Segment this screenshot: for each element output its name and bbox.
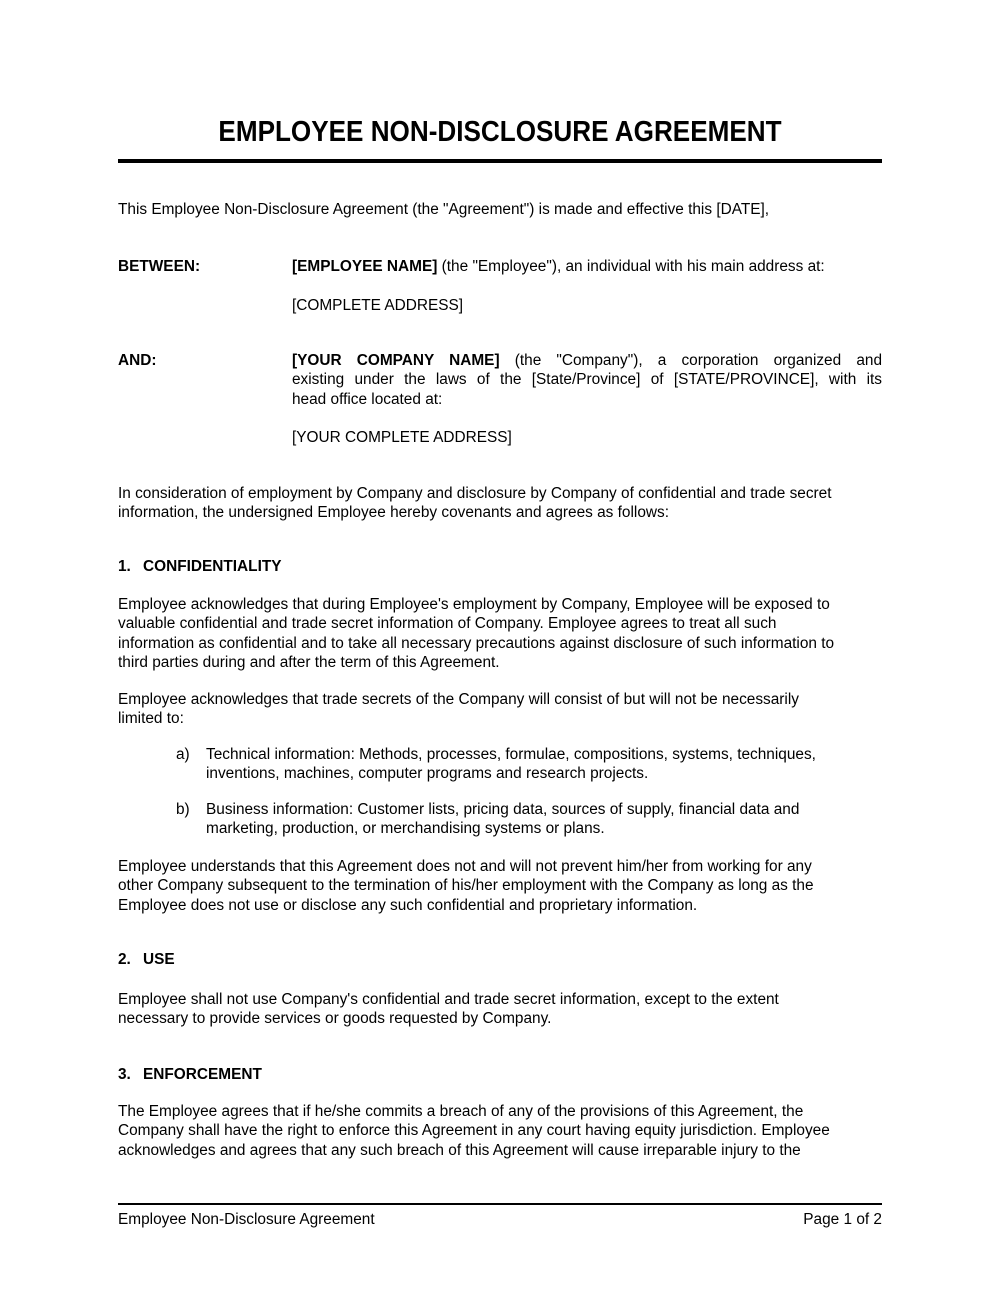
text-line: Business information: Customer lists, pricing data, sources of supply, financial data and	[206, 801, 800, 818]
text-line: inventions, machines, computer programs and research projects.	[206, 765, 649, 783]
and-party-rest: (the "Company"), a corporation organized and	[514, 352, 883, 369]
and-line-2: existing under the laws of the [State/Province] of [STATE/PROVINCE], with its	[292, 371, 882, 389]
between-clause	[118, 257, 882, 315]
footer	[118, 1210, 882, 1229]
text-line: limited to:	[118, 710, 184, 728]
section-heading-use	[118, 950, 882, 969]
list-item-b	[118, 800, 882, 839]
between-content	[292, 257, 882, 315]
section-heading-confidentiality	[118, 557, 882, 576]
employee-name-placeholder: [EMPLOYEE NAME]	[292, 258, 438, 275]
intro-paragraph: This Employee Non-Disclosure Agreement (the "Agreement") is made and effective this [DATE],	[118, 201, 770, 218]
text-line: Technical information: Methods, processes, formulae, compositions, systems, techniques,	[206, 746, 816, 763]
text-line: information as confidential and to take all necessary precautions against disclosure of such information to	[118, 634, 835, 652]
text-line: necessary to provide services or goods requested by Company.	[118, 1010, 552, 1028]
footer-page-number: Page 1 of 2	[803, 1211, 882, 1228]
text-line: In consideration of employment by Company and disclosure by Company of confidential and trade secret	[118, 485, 832, 502]
text-line: information, the undersigned Employee hereby covenants and agrees as follows:	[118, 504, 669, 522]
section-title: USE	[143, 951, 175, 968]
text-line: third parties during and after the term of this Agreement.	[118, 653, 500, 671]
text-line: marketing, production, or merchandising systems or plans.	[206, 820, 605, 838]
employee-address-placeholder: [COMPLETE ADDRESS]	[292, 296, 464, 314]
footer-doc-title: Employee Non-Disclosure Agreement	[118, 1211, 375, 1228]
company-name-placeholder: [YOUR COMPANY NAME]	[292, 352, 500, 369]
company-address-placeholder: [YOUR COMPLETE ADDRESS]	[292, 429, 512, 447]
and-clause	[118, 351, 882, 447]
text-line: Employee shall not use Company's confidential and trade secret information, except to the extent	[118, 991, 779, 1008]
list-item-b-text	[206, 800, 882, 839]
confidentiality-paragraph-3	[118, 857, 882, 915]
text-line: Employee acknowledges that trade secrets of the Company will consist of but will not be necessarily	[118, 691, 799, 708]
between-party-rest: (the "Employee"), an individual with his main address at:	[441, 258, 825, 275]
and-party-line	[292, 351, 882, 370]
confidentiality-paragraph-2	[118, 690, 882, 729]
section-title: ENFORCEMENT	[143, 1066, 262, 1083]
section-title: CONFIDENTIALITY	[143, 558, 282, 575]
title-rule	[118, 159, 882, 163]
and-label: AND:	[118, 352, 157, 369]
enforcement-paragraph-1	[118, 1102, 882, 1160]
section-heading-enforcement	[118, 1065, 882, 1084]
text-line: Employee does not use or disclose any such confidential and proprietary information.	[118, 896, 698, 914]
and-line-3: head office located at:	[292, 390, 443, 408]
between-label: BETWEEN:	[118, 258, 201, 275]
text-line: Employee acknowledges that during Employee's employment by Company, Employee will be exposed to	[118, 596, 830, 613]
use-paragraph-1	[118, 990, 882, 1029]
consideration-paragraph	[118, 484, 882, 523]
footer-rule	[118, 1203, 882, 1205]
section-number: 1.	[118, 558, 131, 575]
text-line: other Company subsequent to the termination of his/her employment with the Company as long as the	[118, 877, 814, 895]
text-line: Company shall have the right to enforce this Agreement in any court having equity jurisdiction. Employee	[118, 1122, 830, 1140]
text-line: acknowledges and agrees that any such breach of this Agreement will cause irreparable injury to the	[118, 1141, 801, 1159]
text-line: The Employee agrees that if he/she commits a breach of any of the provisions of this Agreement, the	[118, 1103, 804, 1120]
list-marker-b: b)	[176, 801, 190, 818]
between-party-line	[292, 257, 882, 276]
text-line: valuable confidential and trade secret information of Company. Employee agrees to treat all such	[118, 615, 777, 633]
and-content	[292, 351, 882, 447]
section-number: 3.	[118, 1066, 131, 1083]
list-item-a-text	[206, 745, 882, 784]
list-marker-a: a)	[176, 746, 190, 763]
page-title: EMPLOYEE NON-DISCLOSURE AGREEMENT	[218, 116, 782, 148]
text-line: Employee understands that this Agreement does not and will not prevent him/her from working for any	[118, 858, 812, 875]
section-number: 2.	[118, 951, 131, 968]
list-item-a	[118, 745, 882, 784]
confidentiality-paragraph-1	[118, 595, 882, 672]
